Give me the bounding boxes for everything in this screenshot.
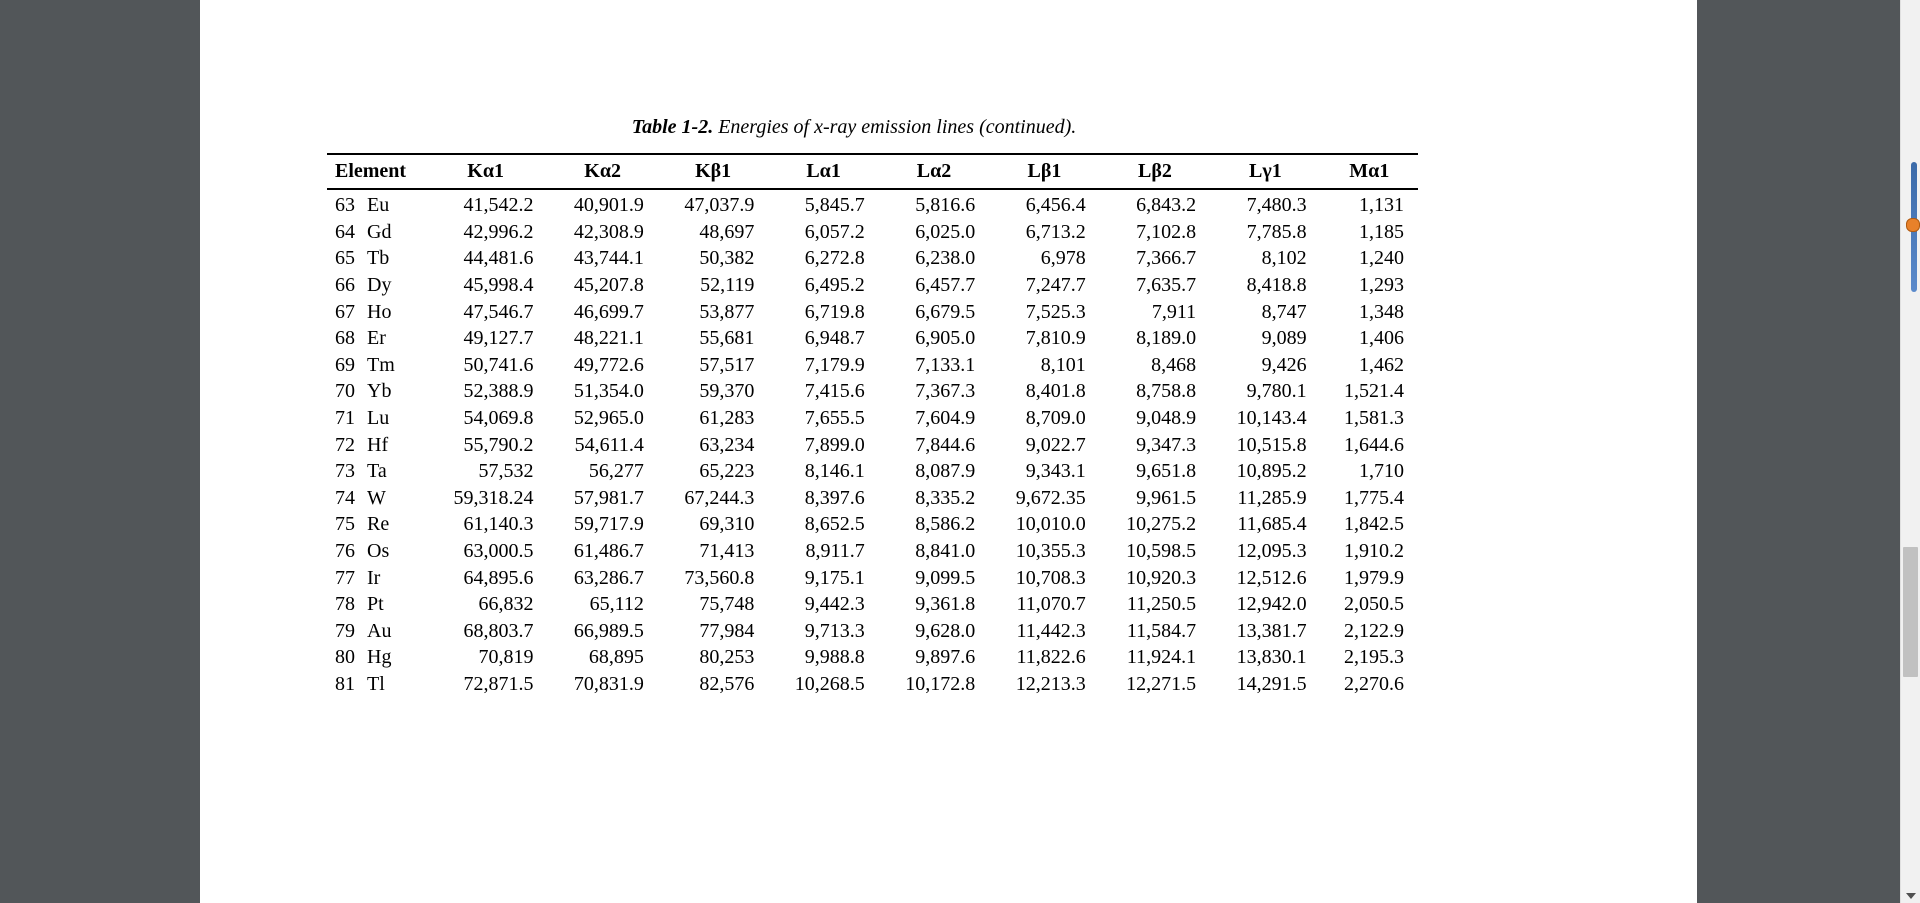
la1-cell: 9,713.3 xyxy=(804,619,865,642)
lb1-cell: 11,442.3 xyxy=(1016,619,1086,642)
la2-cell: 8,335.2 xyxy=(915,486,976,509)
table-row xyxy=(327,298,1418,325)
ka1-cell: 41,542.2 xyxy=(463,194,534,217)
table-row xyxy=(327,219,1418,246)
ka2-cell: 65,112 xyxy=(589,593,644,616)
lg1-cell: 8,418.8 xyxy=(1246,274,1307,297)
kb1-cell: 63,234 xyxy=(699,433,755,456)
ka1-cell: 55,790.2 xyxy=(463,433,534,456)
kb1-cell: 53,877 xyxy=(699,300,755,323)
lb2-cell: 7,366.7 xyxy=(1136,247,1197,270)
la1-cell: 9,442.3 xyxy=(804,593,865,616)
la2-cell: 7,133.1 xyxy=(915,353,976,376)
ma1-cell: 1,348 xyxy=(1359,300,1404,323)
lg1-cell: 7,480.3 xyxy=(1246,194,1307,217)
element-symbol-cell: Dy xyxy=(367,274,392,297)
element-symbol-cell: Eu xyxy=(367,194,390,217)
lg1-cell: 11,685.4 xyxy=(1237,513,1307,536)
ma1-cell: 2,122.9 xyxy=(1344,619,1404,642)
lb1-cell: 7,525.3 xyxy=(1025,300,1086,323)
kb1-cell: 52,119 xyxy=(700,274,755,297)
ka1-cell: 52,388.9 xyxy=(463,380,534,403)
column-header-element: Element xyxy=(327,154,424,189)
lb2-cell: 10,920.3 xyxy=(1126,566,1197,589)
la1-cell: 8,146.1 xyxy=(804,460,865,483)
lb1-cell: 9,022.7 xyxy=(1025,433,1086,456)
table-caption-label: Table 1-2. xyxy=(631,116,714,138)
ka2-cell: 45,207.8 xyxy=(573,274,644,297)
lb1-cell: 10,010.0 xyxy=(1015,513,1086,536)
ka1-cell: 68,803.7 xyxy=(463,619,534,642)
lg1-cell: 10,895.2 xyxy=(1236,460,1307,483)
table-row xyxy=(327,618,1418,645)
ka1-cell: 63,000.5 xyxy=(463,540,534,563)
lb2-cell: 10,598.5 xyxy=(1126,540,1197,563)
ma1-cell: 1,131 xyxy=(1359,194,1404,217)
element-symbol-cell: Re xyxy=(367,513,390,536)
kb1-cell: 48,697 xyxy=(699,220,755,243)
lb1-cell: 7,810.9 xyxy=(1025,327,1086,350)
kb1-cell: 61,283 xyxy=(699,407,755,430)
ka1-cell: 45,998.4 xyxy=(463,274,534,297)
la2-cell: 6,457.7 xyxy=(915,274,976,297)
la2-cell: 9,099.5 xyxy=(915,566,976,589)
lg1-cell: 8,747 xyxy=(1261,300,1307,323)
table-row xyxy=(327,352,1418,379)
ka2-cell: 52,965.0 xyxy=(573,407,644,430)
table-row xyxy=(327,378,1418,405)
table-row xyxy=(327,245,1418,272)
ma1-cell: 1,979.9 xyxy=(1344,566,1404,589)
la2-cell: 9,897.6 xyxy=(915,646,976,669)
la2-cell: 8,841.0 xyxy=(915,540,976,563)
ka2-cell: 56,277 xyxy=(588,460,644,483)
column-header-lb1: Lβ1 xyxy=(989,154,1099,189)
lb1-cell: 8,709.0 xyxy=(1025,407,1086,430)
lb1-cell: 8,401.8 xyxy=(1025,380,1086,403)
lg1-cell: 7,785.8 xyxy=(1246,220,1307,243)
lb1-cell: 6,978 xyxy=(1040,247,1086,270)
atomic-number-cell: 77 xyxy=(335,566,355,589)
ma1-cell: 1,581.3 xyxy=(1344,407,1404,430)
lb2-cell: 9,048.9 xyxy=(1136,407,1197,430)
la1-cell: 7,899.0 xyxy=(804,433,865,456)
ma1-cell: 1,293 xyxy=(1359,274,1404,297)
la2-cell: 6,679.5 xyxy=(915,300,976,323)
lg1-cell: 9,426 xyxy=(1261,353,1307,376)
la1-cell: 7,179.9 xyxy=(804,353,865,376)
ma1-cell: 1,406 xyxy=(1359,327,1404,350)
ma1-cell: 1,842.5 xyxy=(1344,513,1404,536)
ka2-cell: 70,831.9 xyxy=(573,672,644,695)
la2-cell: 6,238.0 xyxy=(915,247,976,270)
lb1-cell: 6,713.2 xyxy=(1025,220,1086,243)
ka2-cell: 48,221.1 xyxy=(573,327,644,350)
element-symbol-cell: Yb xyxy=(367,380,392,403)
lg1-cell: 10,515.8 xyxy=(1236,433,1307,456)
la2-cell: 8,087.9 xyxy=(915,460,976,483)
column-header-ka2: Kα2 xyxy=(547,154,657,189)
table-header-row xyxy=(327,154,1418,189)
ka2-cell: 49,772.6 xyxy=(573,353,644,376)
ka1-cell: 72,871.5 xyxy=(463,672,534,695)
ka2-cell: 68,895 xyxy=(588,646,644,669)
atomic-number-cell: 75 xyxy=(335,513,355,536)
la2-cell: 7,367.3 xyxy=(915,380,976,403)
lg1-cell: 12,095.3 xyxy=(1236,540,1307,563)
column-header-ka1: Kα1 xyxy=(424,154,548,189)
kb1-cell: 80,253 xyxy=(699,646,755,669)
la1-cell: 5,845.7 xyxy=(804,194,865,217)
table-body xyxy=(327,189,1418,697)
ka2-cell: 66,989.5 xyxy=(573,619,644,642)
la2-cell: 9,361.8 xyxy=(915,593,976,616)
vertical-scrollbar[interactable] xyxy=(1900,0,1920,903)
table-row xyxy=(327,458,1418,485)
la1-cell: 7,655.5 xyxy=(804,407,865,430)
lg1-cell: 13,830.1 xyxy=(1236,646,1307,669)
lb2-cell: 10,275.2 xyxy=(1126,513,1197,536)
ka2-cell: 51,354.0 xyxy=(573,380,644,403)
kb1-cell: 65,223 xyxy=(699,460,755,483)
ka1-cell: 49,127.7 xyxy=(463,327,534,350)
ma1-cell: 1,240 xyxy=(1359,247,1404,270)
column-header-la1: Lα1 xyxy=(768,154,878,189)
table-row xyxy=(327,431,1418,458)
lb2-cell: 9,961.5 xyxy=(1136,486,1197,509)
lg1-cell: 13,381.7 xyxy=(1236,619,1307,642)
kb1-cell: 77,984 xyxy=(699,619,755,642)
element-symbol-cell: Lu xyxy=(367,407,390,430)
atomic-number-cell: 70 xyxy=(335,380,355,403)
column-header-lg1: Lγ1 xyxy=(1210,154,1320,189)
kb1-cell: 57,517 xyxy=(699,353,755,376)
table-row xyxy=(327,591,1418,618)
ka1-cell: 61,140.3 xyxy=(463,513,534,536)
lg1-cell: 8,102 xyxy=(1261,247,1307,270)
kb1-cell: 73,560.8 xyxy=(684,566,755,589)
ma1-cell: 1,521.4 xyxy=(1344,380,1404,403)
atomic-number-cell: 78 xyxy=(335,593,355,616)
element-symbol-cell: Hg xyxy=(367,646,392,669)
lb2-cell: 8,189.0 xyxy=(1136,327,1197,350)
table-row xyxy=(327,644,1418,671)
lg1-cell: 10,143.4 xyxy=(1236,407,1307,430)
element-symbol-cell: Er xyxy=(367,327,386,350)
lb1-cell: 9,343.1 xyxy=(1025,460,1086,483)
la2-cell: 10,172.8 xyxy=(905,672,976,695)
lb2-cell: 12,271.5 xyxy=(1126,672,1197,695)
table-row xyxy=(327,511,1418,538)
lb2-cell: 11,250.5 xyxy=(1126,593,1197,616)
kb1-cell: 69,310 xyxy=(699,513,755,536)
scrollbar-thumb[interactable] xyxy=(1903,547,1918,677)
ka1-cell: 57,532 xyxy=(478,460,534,483)
kb1-cell: 71,413 xyxy=(699,540,755,563)
kb1-cell: 59,370 xyxy=(699,380,755,403)
lb1-cell: 10,708.3 xyxy=(1015,566,1086,589)
kb1-cell: 75,748 xyxy=(699,593,755,616)
lb1-cell: 11,070.7 xyxy=(1016,593,1086,616)
la1-cell: 8,911.7 xyxy=(805,540,865,563)
atomic-number-cell: 72 xyxy=(335,433,355,456)
atomic-number-cell: 76 xyxy=(335,540,355,563)
lg1-cell: 12,512.6 xyxy=(1236,566,1307,589)
lg1-cell: 9,089 xyxy=(1261,327,1307,350)
ka2-cell: 57,981.7 xyxy=(573,486,644,509)
ma1-cell: 1,644.6 xyxy=(1344,433,1404,456)
la1-cell: 8,397.6 xyxy=(804,486,865,509)
ka1-cell: 47,546.7 xyxy=(463,300,534,323)
la1-cell: 9,175.1 xyxy=(804,566,865,589)
element-symbol-cell: Os xyxy=(367,540,390,563)
lb2-cell: 7,911 xyxy=(1151,300,1197,323)
element-symbol-cell: Tb xyxy=(367,247,390,270)
ka2-cell: 46,699.7 xyxy=(573,300,644,323)
la2-cell: 9,628.0 xyxy=(915,619,976,642)
element-symbol-cell: Tl xyxy=(367,672,385,695)
lb2-cell: 9,651.8 xyxy=(1136,460,1197,483)
la1-cell: 7,415.6 xyxy=(804,380,865,403)
lb1-cell: 8,101 xyxy=(1040,353,1086,376)
element-symbol-cell: Gd xyxy=(367,220,392,243)
table-row xyxy=(327,405,1418,432)
la2-cell: 5,816.6 xyxy=(915,194,976,217)
atomic-number-cell: 73 xyxy=(335,460,355,483)
ma1-cell: 1,710 xyxy=(1359,460,1404,483)
table-row xyxy=(327,189,1418,219)
la1-cell: 6,272.8 xyxy=(804,247,865,270)
element-symbol-cell: W xyxy=(367,486,386,509)
document-page xyxy=(200,0,1697,903)
element-symbol-cell: Hf xyxy=(367,433,389,456)
la2-cell: 6,905.0 xyxy=(915,327,976,350)
element-symbol-cell: Tm xyxy=(367,353,395,376)
emission-lines-table xyxy=(327,153,1418,697)
ka2-cell: 43,744.1 xyxy=(573,247,644,270)
element-symbol-cell: Ir xyxy=(367,566,381,589)
table-row xyxy=(327,325,1418,352)
element-symbol-cell: Ho xyxy=(367,300,392,323)
table-caption xyxy=(327,116,1381,139)
kb1-cell: 55,681 xyxy=(699,327,755,350)
lb1-cell: 9,672.35 xyxy=(1015,486,1086,509)
ma1-cell: 2,195.3 xyxy=(1344,646,1404,669)
ka2-cell: 63,286.7 xyxy=(573,566,644,589)
element-symbol-cell: Ta xyxy=(367,460,387,483)
atomic-number-cell: 80 xyxy=(335,646,355,669)
la2-cell: 7,844.6 xyxy=(915,433,976,456)
atomic-number-cell: 71 xyxy=(335,407,355,430)
ka2-cell: 54,611.4 xyxy=(574,433,644,456)
lb2-cell: 11,924.1 xyxy=(1126,646,1197,669)
la2-cell: 7,604.9 xyxy=(915,407,976,430)
lb1-cell: 10,355.3 xyxy=(1015,540,1086,563)
column-header-ma1: Mα1 xyxy=(1321,154,1418,189)
atomic-number-cell: 67 xyxy=(335,300,355,323)
lb1-cell: 11,822.6 xyxy=(1016,646,1086,669)
kb1-cell: 67,244.3 xyxy=(684,486,755,509)
lb2-cell: 6,843.2 xyxy=(1136,194,1197,217)
kb1-cell: 47,037.9 xyxy=(684,194,755,217)
atomic-number-cell: 64 xyxy=(335,220,355,243)
lb2-cell: 9,347.3 xyxy=(1136,433,1197,456)
ka1-cell: 54,069.8 xyxy=(463,407,534,430)
la1-cell: 6,495.2 xyxy=(804,274,865,297)
ka1-cell: 42,996.2 xyxy=(463,220,534,243)
lb2-cell: 11,584.7 xyxy=(1126,619,1197,642)
atomic-number-cell: 68 xyxy=(335,327,355,350)
kb1-cell: 50,382 xyxy=(699,247,755,270)
la1-cell: 6,948.7 xyxy=(804,327,865,350)
ka1-cell: 64,895.6 xyxy=(463,566,534,589)
element-symbol-cell: Pt xyxy=(367,593,384,616)
table-row xyxy=(327,485,1418,512)
la1-cell: 10,268.5 xyxy=(794,672,865,695)
la1-cell: 8,652.5 xyxy=(804,513,865,536)
ka2-cell: 61,486.7 xyxy=(573,540,644,563)
atomic-number-cell: 63 xyxy=(335,194,355,217)
atomic-number-cell: 65 xyxy=(335,247,355,270)
lb1-cell: 7,247.7 xyxy=(1025,274,1086,297)
element-symbol-cell: Au xyxy=(367,619,392,642)
column-header-kb1: Kβ1 xyxy=(658,154,768,189)
ma1-cell: 2,050.5 xyxy=(1344,593,1404,616)
la1-cell: 9,988.8 xyxy=(804,646,865,669)
la2-cell: 6,025.0 xyxy=(915,220,976,243)
ma1-cell: 2,270.6 xyxy=(1344,672,1404,695)
column-header-la2: Lα2 xyxy=(879,154,989,189)
lb2-cell: 8,468 xyxy=(1151,353,1197,376)
table-row xyxy=(327,564,1418,591)
lg1-cell: 11,285.9 xyxy=(1237,486,1307,509)
kb1-cell: 82,576 xyxy=(699,672,755,695)
ka2-cell: 42,308.9 xyxy=(573,220,644,243)
ka2-cell: 59,717.9 xyxy=(573,513,644,536)
lb2-cell: 7,635.7 xyxy=(1136,274,1197,297)
atomic-number-cell: 74 xyxy=(335,486,355,509)
table-caption-text: Energies of x-ray emission lines (continued). xyxy=(713,116,1077,138)
ma1-cell: 1,775.4 xyxy=(1344,486,1404,509)
lg1-cell: 14,291.5 xyxy=(1236,672,1307,695)
atomic-number-cell: 79 xyxy=(335,619,355,642)
ka1-cell: 70,819 xyxy=(478,646,534,669)
table-row xyxy=(327,272,1418,299)
lb2-cell: 7,102.8 xyxy=(1136,220,1197,243)
lb1-cell: 6,456.4 xyxy=(1025,194,1086,217)
la1-cell: 6,057.2 xyxy=(804,220,865,243)
ka1-cell: 66,832 xyxy=(478,593,534,616)
lb2-cell: 8,758.8 xyxy=(1136,380,1197,403)
ka2-cell: 40,901.9 xyxy=(573,194,644,217)
lg1-cell: 9,780.1 xyxy=(1246,380,1307,403)
table-row xyxy=(327,671,1418,698)
atomic-number-cell: 66 xyxy=(335,274,355,297)
atomic-number-cell: 69 xyxy=(335,353,355,376)
scroll-down-arrow-icon[interactable] xyxy=(1906,893,1916,899)
ma1-cell: 1,185 xyxy=(1359,220,1404,243)
ka1-cell: 59,318.24 xyxy=(453,486,534,509)
table-row xyxy=(327,538,1418,565)
column-header-lb2: Lβ2 xyxy=(1100,154,1210,189)
ma1-cell: 1,910.2 xyxy=(1344,540,1404,563)
lb1-cell: 12,213.3 xyxy=(1015,672,1086,695)
atomic-number-cell: 81 xyxy=(335,672,355,695)
zoom-slider-handle[interactable] xyxy=(1906,218,1920,232)
la1-cell: 6,719.8 xyxy=(804,300,865,323)
lg1-cell: 12,942.0 xyxy=(1236,593,1307,616)
la2-cell: 8,586.2 xyxy=(915,513,976,536)
ka1-cell: 44,481.6 xyxy=(463,247,534,270)
ma1-cell: 1,462 xyxy=(1359,353,1404,376)
ka1-cell: 50,741.6 xyxy=(463,353,534,376)
